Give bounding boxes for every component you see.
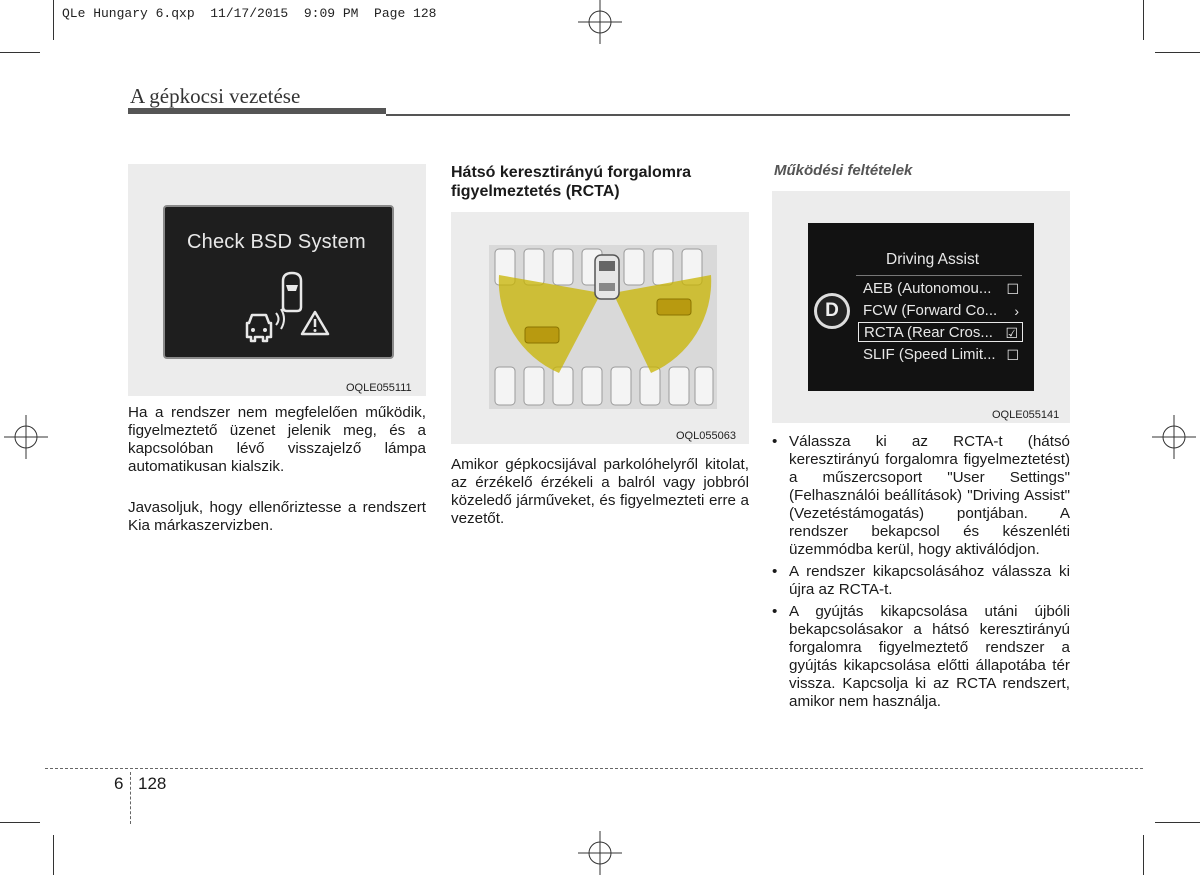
bullet-icon: • xyxy=(772,563,778,580)
crop-mark xyxy=(1155,52,1200,53)
checkbox-icon: ☐ xyxy=(1006,281,1019,297)
menu-item-label: AEB (Autonomou... xyxy=(863,280,992,297)
registration-mark-icon xyxy=(1152,415,1196,459)
list-item: • Válassza ki az RCTA-t (hátsó keresztirányú forgalomra figyelmeztetést) a műszercsoport "User Settings" (Felhasználói beállítások) "Driving Assist" (Vezetéstámogatás) pontjában. A rendszer bekapcsol és készenléti üzemmódba kerül, hogy aktiválódjon. xyxy=(772,433,1070,558)
rcta-figure xyxy=(451,212,749,444)
crop-mark xyxy=(0,52,40,53)
section-title: A gépkocsi vezetése xyxy=(130,84,301,108)
chevron-right-icon: › xyxy=(1014,303,1019,319)
gear-indicator: D xyxy=(814,293,850,329)
bullet-list xyxy=(772,433,1070,715)
registration-mark-icon xyxy=(578,831,622,875)
figure-code: OQL055063 xyxy=(676,430,736,442)
paragraph: Javasoljuk, hogy ellenőriztesse a rendszert Kia márkaszervizben. xyxy=(128,499,426,534)
figure-code: OQLE055141 xyxy=(992,409,1060,421)
section-heading: Hátsó keresztirányú forgalomra figyelmeztetés (RCTA) xyxy=(451,164,692,200)
list-item: • A rendszer kikapcsolásához válassza ki újra az RCTA-t. xyxy=(772,563,1070,598)
menu-item-label: FCW (Forward Co... xyxy=(863,302,998,319)
menu-item-label: SLIF (Speed Limit... xyxy=(863,346,996,363)
driving-assist-figure xyxy=(772,191,1070,423)
menu-item-aeb[interactable] xyxy=(858,279,1023,299)
header-rule-thick xyxy=(128,108,386,114)
car-top-icon xyxy=(279,271,305,313)
warning-triangle-icon xyxy=(300,309,330,337)
footer-rule xyxy=(45,768,1143,769)
menu-title: Driving Assist xyxy=(886,251,980,268)
list-item: • A gyújtás kikapcsolása utáni újbóli bekapcsolásakor a hátsó keresztirányú forgalomra figyelmeztető rendszer a gyújtás kikapcsolása előtti állapotába tér vissza. Kapcsolja ki az RCTA rendszert, amikor nem használja. xyxy=(772,603,1070,710)
bsd-message: Check BSD System xyxy=(187,231,366,253)
header-rule-thin xyxy=(386,114,1070,116)
crop-mark xyxy=(53,0,54,40)
paragraph: Ha a rendszer nem megfelelően működik, figyelmeztető üzenet jelenik meg, és a kapcsolóban lévő visszajelző lámpa automatikusan kialszik. xyxy=(128,404,426,475)
bsd-figure xyxy=(128,164,426,396)
cluster-display xyxy=(808,223,1034,391)
checkbox-checked-icon: ☑ xyxy=(1005,325,1018,341)
crop-mark xyxy=(1143,835,1144,875)
menu-item-slif[interactable] xyxy=(858,345,1023,365)
chapter-number: 6 xyxy=(114,774,124,793)
checkbox-icon: ☐ xyxy=(1006,347,1019,363)
bsd-display xyxy=(163,205,394,359)
menu-item-rcta[interactable] xyxy=(858,322,1023,342)
menu-item-fcw[interactable] xyxy=(858,301,1023,321)
crop-mark xyxy=(1155,822,1200,823)
bullet-icon: • xyxy=(772,433,778,450)
registration-mark-icon xyxy=(4,415,48,459)
menu-item-label: RCTA (Rear Cros... xyxy=(864,324,993,341)
crop-mark xyxy=(1143,0,1144,40)
menu-divider xyxy=(856,275,1022,276)
crop-mark xyxy=(0,822,40,823)
footer-divider xyxy=(130,772,131,824)
registration-mark-icon xyxy=(578,0,622,44)
car-rear-icon xyxy=(243,311,275,345)
bullet-icon: • xyxy=(772,603,778,620)
paragraph: Amikor gépkocsijával parkolóhelyről kitolat, az érzékelő érzékeli a balról vagy jobbról közeledő járműveket, és figyelmezteti erre a vezetőt. xyxy=(451,456,749,527)
page-number: 128 xyxy=(138,774,167,793)
subsection-heading: Működési feltételek xyxy=(774,162,913,179)
crop-mark xyxy=(53,835,54,875)
print-slug: QLe Hungary 6.qxp 11/17/2015 9:09 PM Page 128 xyxy=(62,6,437,21)
parking-lot-illustration xyxy=(489,245,717,409)
figure-code: OQLE055111 xyxy=(346,382,412,394)
